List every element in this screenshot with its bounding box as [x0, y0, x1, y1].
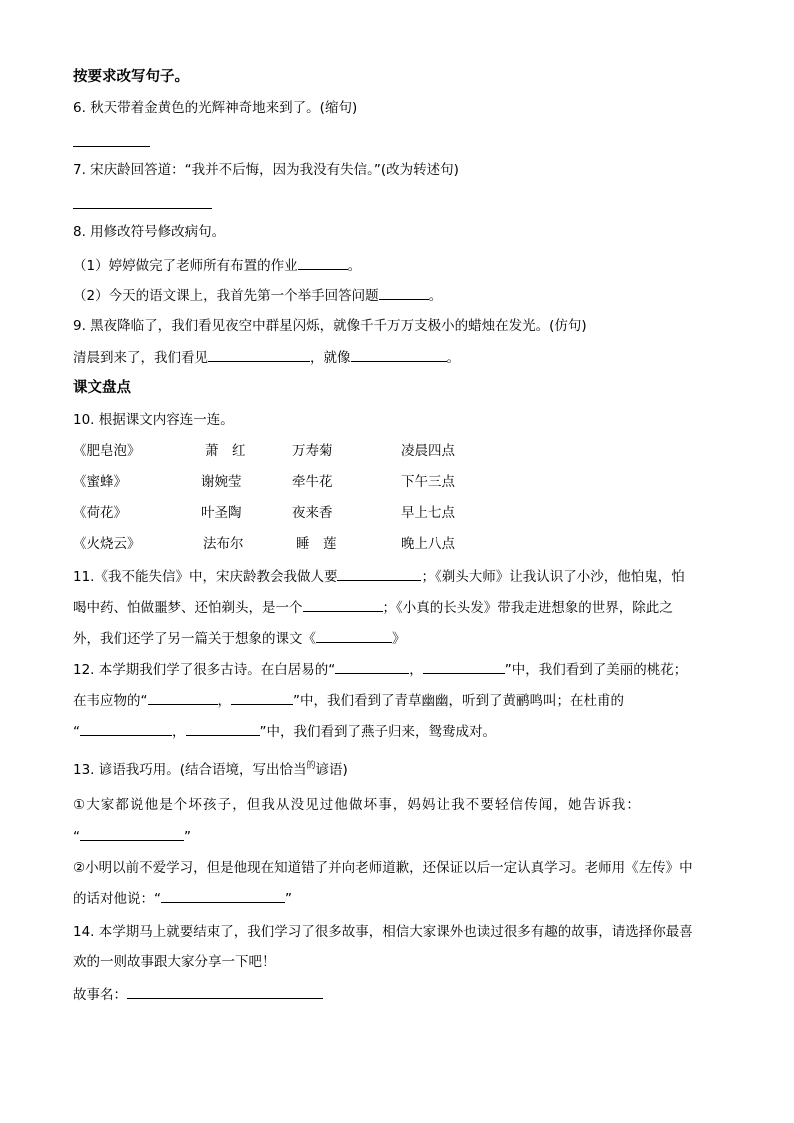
- question-8-1-text: （1）婷婷做完了老师所有布置的作业: [73, 258, 298, 274]
- blank-12-4[interactable]: [231, 690, 293, 705]
- q11-part-f: 》: [392, 631, 406, 647]
- q12-part-b: ，: [409, 662, 423, 678]
- question-12-line-1: [73, 659, 687, 680]
- blank-12-5[interactable]: [80, 721, 172, 736]
- q11-part-a: 11.《我不能失信》中，宋庆龄教会我做人要: [73, 569, 338, 585]
- q11-part-c: 喝中药、怕做噩梦、还怕剃头，是一个: [73, 600, 303, 616]
- blank-9-1[interactable]: [208, 347, 310, 362]
- q12-part-c: ”中，我们看到了美丽的桃花；: [504, 662, 688, 678]
- question-8-2-end: 。: [428, 288, 443, 304]
- question-11-line-2: [73, 597, 673, 618]
- question-13-1: ①大家都说他是个坏孩子，但我从没见过他做坏事，妈妈让我不要轻信传闻，她告诉我：: [73, 797, 642, 813]
- question-12-line-2: [73, 690, 624, 711]
- answer-line-7[interactable]: [73, 208, 212, 209]
- author-3[interactable]: 叶圣陶: [201, 505, 242, 521]
- flower-3[interactable]: 夜来香: [292, 505, 333, 521]
- q11-part-d: ；《小真的长头发》带我走进想象的世界，除此之: [382, 600, 673, 616]
- question-8: 8. 用修改符号修改病句。: [73, 224, 226, 240]
- time-3[interactable]: 早上七点: [401, 505, 455, 521]
- blank-12-6[interactable]: [186, 721, 260, 736]
- question-14-line-2: 欢的一则故事跟大家分享一下吧！: [73, 954, 276, 970]
- question-13-1-answer: [73, 826, 191, 847]
- question-14-answer: [73, 984, 323, 1005]
- question-10: 10. 根据课文内容连一连。: [73, 412, 234, 428]
- question-9-fill: [73, 347, 460, 368]
- story-name-label: 故事名：: [73, 987, 127, 1003]
- blank-9-2[interactable]: [351, 347, 447, 362]
- flower-1[interactable]: 万寿菊: [292, 443, 333, 459]
- book-2[interactable]: 《蜜蜂》: [73, 474, 127, 490]
- q13-text: 13. 谚语我巧用。(结合语境，写出恰当: [73, 762, 307, 778]
- question-13: [73, 760, 348, 782]
- q12-part-f: ”中，我们看到了青草幽幽，听到了黄鹂鸣叫；在杜甫的: [293, 693, 624, 709]
- author-2[interactable]: 谢婉莹: [201, 474, 242, 490]
- q11-part-b: ；《剃头大师》让我认识了小沙，他怕鬼，怕: [421, 569, 685, 585]
- blank-11-1[interactable]: [337, 566, 421, 581]
- story-name-blank[interactable]: [127, 984, 323, 999]
- time-1[interactable]: 凌晨四点: [401, 443, 455, 459]
- author-1[interactable]: 萧 红: [205, 443, 246, 459]
- book-3[interactable]: 《荷花》: [73, 505, 127, 521]
- blank-11-2[interactable]: [303, 597, 383, 612]
- time-2[interactable]: 下午三点: [401, 474, 455, 490]
- blank-12-3[interactable]: [148, 690, 218, 705]
- answer-line-6[interactable]: [73, 146, 150, 147]
- question-8-1: [73, 255, 361, 276]
- question-8-2-text: （2）今天的语文课上，我首先第一个举手回答问题: [73, 288, 379, 304]
- flower-4[interactable]: 睡 莲: [296, 536, 337, 552]
- question-9: 9. 黑夜降临了，我们看见夜空中群星闪烁，就像千千万万支极小的蜡烛在发光。(仿句): [73, 318, 587, 334]
- question-11-line-1: [73, 566, 685, 587]
- question-8-2: [73, 285, 442, 306]
- q12-part-h: ，: [172, 724, 186, 740]
- q13-1-close-quote: ”: [184, 829, 191, 845]
- blank-8-2[interactable]: [379, 285, 429, 300]
- book-4[interactable]: 《火烧云》: [73, 536, 141, 552]
- question-9-part-b: ，就像: [310, 350, 351, 366]
- question-6: 6. 秋天带着金黄色的光辉神奇地来到了。(缩句): [73, 100, 358, 116]
- blank-11-3[interactable]: [316, 628, 392, 643]
- q13-2-part-b: 的话对他说：“: [73, 891, 161, 907]
- q12-part-i: ”中，我们看到了燕子归来，鸳鸯成对。: [259, 724, 496, 740]
- flower-2[interactable]: 牵牛花: [292, 474, 333, 490]
- q13-1-open-quote: “: [73, 829, 80, 845]
- question-9-part-c: 。: [446, 350, 460, 366]
- question-7: 7. 宋庆龄回答道：“我并不后悔，因为我没有失信。”(改为转述句): [73, 162, 459, 178]
- q13-2-close-quote: ”: [285, 891, 292, 907]
- question-12-line-3: [73, 721, 496, 742]
- question-11-line-3: [73, 628, 406, 649]
- question-13-2: ②小明以前不爱学习，但是他现在知道错了并向老师道歉，还保证以后一定认真学习。老师用《左传》中: [73, 860, 693, 876]
- blank-12-2[interactable]: [423, 659, 505, 674]
- q12-part-a: 12. 本学期我们学了很多古诗。在白居易的“: [73, 662, 336, 678]
- question-9-part-a: 清晨到来了，我们看见: [73, 350, 208, 366]
- q12-part-d: 在韦应物的“: [73, 693, 148, 709]
- blank-8-1[interactable]: [298, 255, 348, 270]
- q11-part-e: 外，我们还学了另一篇关于想象的课文《: [73, 631, 316, 647]
- question-13-2-answer: [73, 888, 292, 909]
- book-1[interactable]: 《肥皂泡》: [73, 443, 141, 459]
- section-heading-rewrite: 按要求改写句子。: [73, 69, 189, 85]
- blank-13-1[interactable]: [80, 826, 184, 841]
- q12-part-e: ，: [217, 693, 231, 709]
- author-4[interactable]: 法布尔: [203, 536, 244, 552]
- q13-end: 谚语): [315, 762, 348, 778]
- blank-13-2[interactable]: [161, 888, 285, 903]
- section-heading-review: 课文盘点: [73, 380, 131, 396]
- time-4[interactable]: 晚上八点: [401, 536, 455, 552]
- question-14-line-1: 14. 本学期马上就要结束了，我们学习了很多故事，相信大家课外也读过很多有趣的故事，请选择你最喜: [73, 924, 693, 940]
- blank-12-1[interactable]: [335, 659, 409, 674]
- q12-part-g: “: [73, 724, 80, 740]
- question-8-1-end: 。: [347, 258, 362, 274]
- q13-superscript: 的: [306, 761, 316, 771]
